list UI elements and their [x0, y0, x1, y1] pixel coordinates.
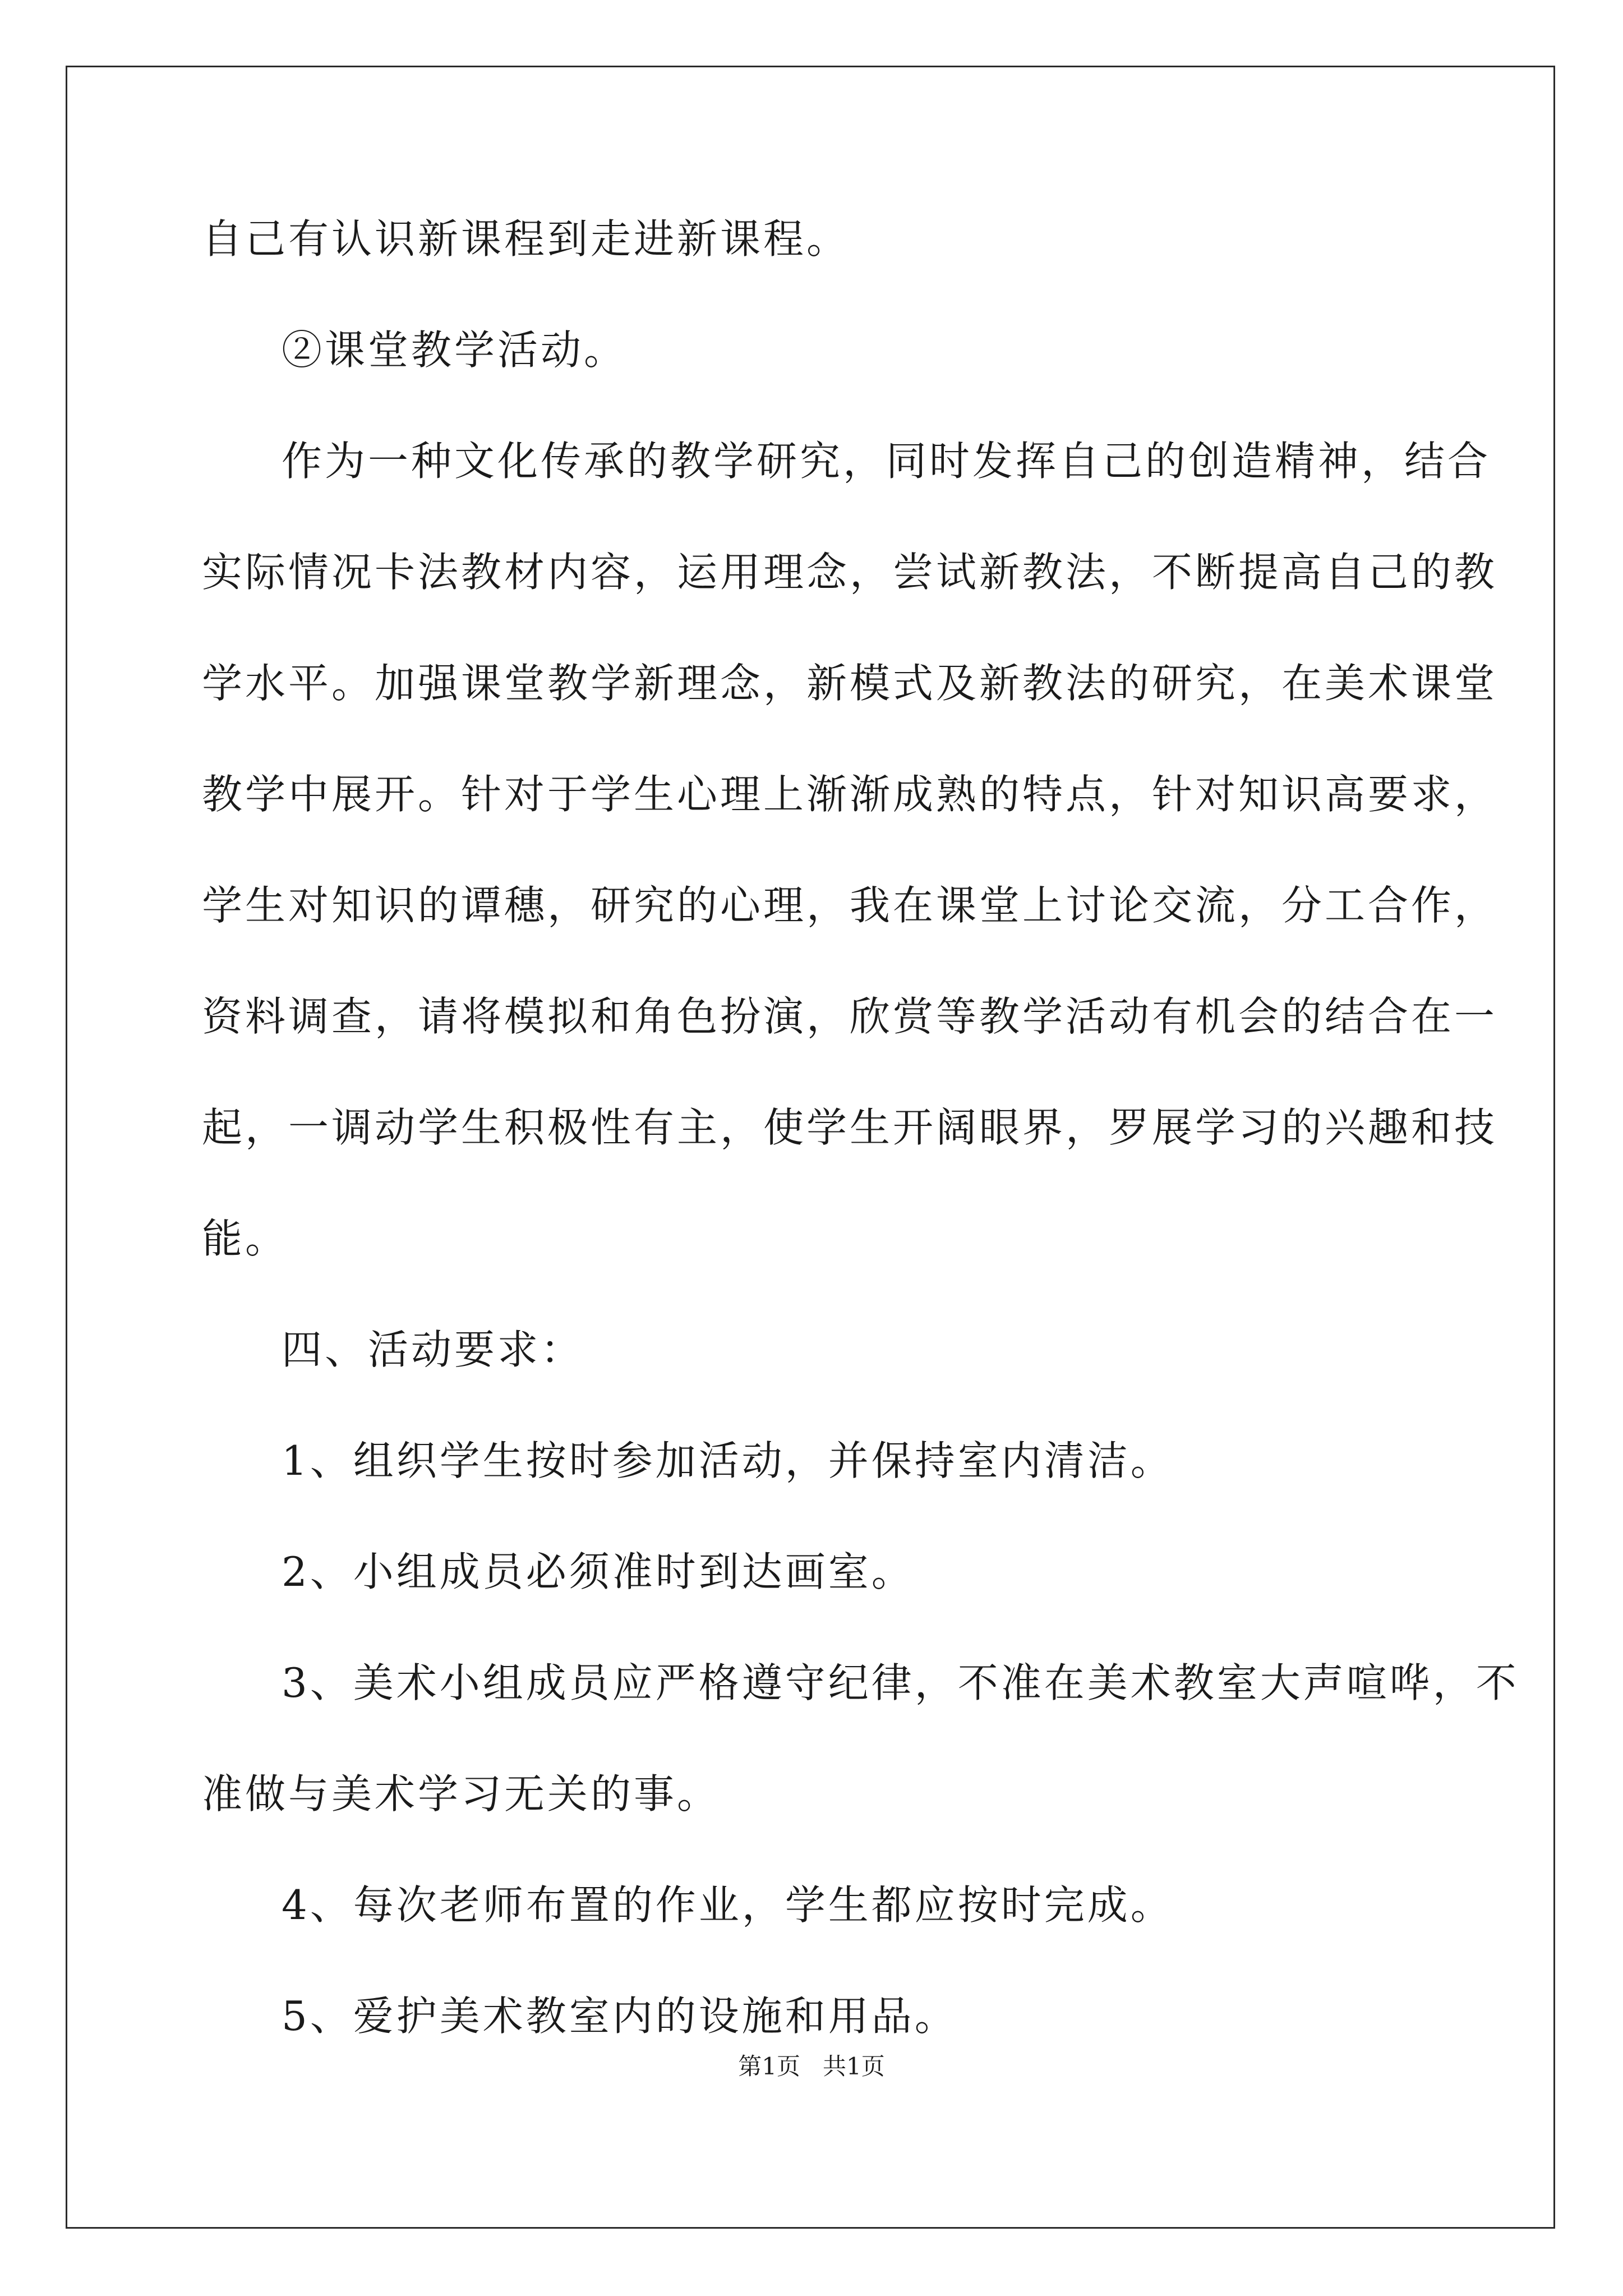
document-body [202, 215, 1519, 2040]
list-item: 4、每次老师布置的作业，学生都应按时完成。 [282, 1881, 1174, 1929]
text-line: 资料调查，请将模拟和角色扮演，欣赏等教学活动有机会的结合在一 [202, 993, 1498, 1040]
text-line: 教学中展开。针对于学生心理上渐渐成熟的特点，针对知识高要求， [202, 771, 1498, 818]
section-heading: 四、活动要求： [282, 1326, 584, 1373]
text-line: 作为一种文化传承的教学研究，同时发挥自己的创造精神，结合 [282, 438, 1491, 485]
text-line: 自己有认识新课程到走进新课程。 [202, 215, 850, 263]
list-item: 1、组织学生按时参加活动，并保持室内清洁。 [282, 1437, 1174, 1484]
list-item: 5、爱护美术教室内的设施和用品。 [282, 1993, 958, 2040]
text-line: 准做与美术学习无关的事。 [202, 1770, 721, 1818]
text-line: 学生对知识的谭穗，研究的心理，我在课堂上讨论交流，分工合作， [202, 882, 1498, 929]
text-line: 实际情况卡法教材内容，运用理念，尝试新教法，不断提高自己的教 [202, 549, 1498, 596]
text-line: 学水平。加强课堂教学新理念，新模式及新教法的研究，在美术课堂 [202, 660, 1498, 707]
page-number-footer: 第1页 共1页 [738, 2053, 885, 2080]
list-item: 2、小组成员必须准时到达画室。 [282, 1548, 915, 1595]
section-heading: ②课堂教学活动。 [282, 326, 628, 374]
list-item: 3、美术小组成员应严格遵守纪律，不准在美术教室大声喧哗，不 [282, 1659, 1519, 1706]
text-line: 能。 [202, 1215, 289, 1262]
text-line: 起，一调动学生积极性有主，使学生开阔眼界，罗展学习的兴趣和技 [202, 1104, 1498, 1151]
